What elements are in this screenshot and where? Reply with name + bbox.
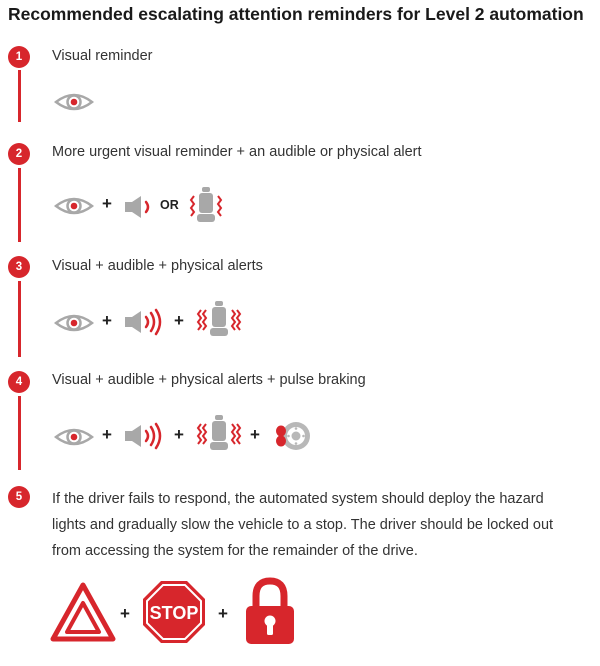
speaker-icon <box>124 194 156 220</box>
stop-sign-text: STOP <box>149 603 199 623</box>
plus-sign: + <box>174 425 184 444</box>
step-2-line <box>18 168 21 242</box>
step-1-line <box>18 70 21 122</box>
eye-icon <box>54 195 94 217</box>
padlock-icon <box>244 576 296 646</box>
eye-icon <box>54 91 94 113</box>
hazard-triangle-icon <box>50 582 116 642</box>
plus-sign: + <box>218 604 228 623</box>
step-4-line <box>18 396 21 470</box>
step-5-text <box>52 486 592 564</box>
plus-sign: + <box>102 425 112 444</box>
step-3-number: 3 <box>8 256 30 278</box>
brake-disc-icon <box>270 420 312 452</box>
step-3-text: Visual + audible + physical alerts <box>52 258 263 274</box>
step-5-line-1: If the driver fails to respond, the automated system should deploy the hazard <box>52 491 544 507</box>
vibrating-seat-icon <box>188 186 224 226</box>
vibrating-seat-icon <box>196 300 242 340</box>
vibrating-seat-icon <box>196 414 242 454</box>
step-5-line-2: lights and gradually slow the vehicle to a stop. The driver should be locked out <box>52 517 554 533</box>
step-1-text: Visual reminder <box>52 48 153 64</box>
plus-sign: + <box>120 604 130 623</box>
or-label: OR <box>160 198 179 212</box>
step-5-line-3: from accessing the system for the remainder of the drive. <box>52 543 418 559</box>
plus-sign: + <box>250 425 260 444</box>
speaker-icon <box>124 308 164 336</box>
speaker-icon <box>124 422 164 450</box>
plus-sign: + <box>102 194 112 213</box>
plus-sign: + <box>102 311 112 330</box>
step-4-text: Visual + audible + physical alerts + pulse braking <box>52 372 366 388</box>
step-3-line <box>18 281 21 357</box>
step-2-text: More urgent visual reminder + an audible or physical alert <box>52 144 422 160</box>
eye-icon <box>54 426 94 448</box>
step-1-number: 1 <box>8 46 30 68</box>
eye-icon <box>54 312 94 334</box>
stop-sign-icon <box>142 580 206 644</box>
step-2-number: 2 <box>8 143 30 165</box>
plus-sign: + <box>174 311 184 330</box>
step-5-number: 5 <box>8 486 30 508</box>
page-title: Recommended escalating attention reminders for Level 2 automation <box>8 4 584 24</box>
step-4-number: 4 <box>8 371 30 393</box>
